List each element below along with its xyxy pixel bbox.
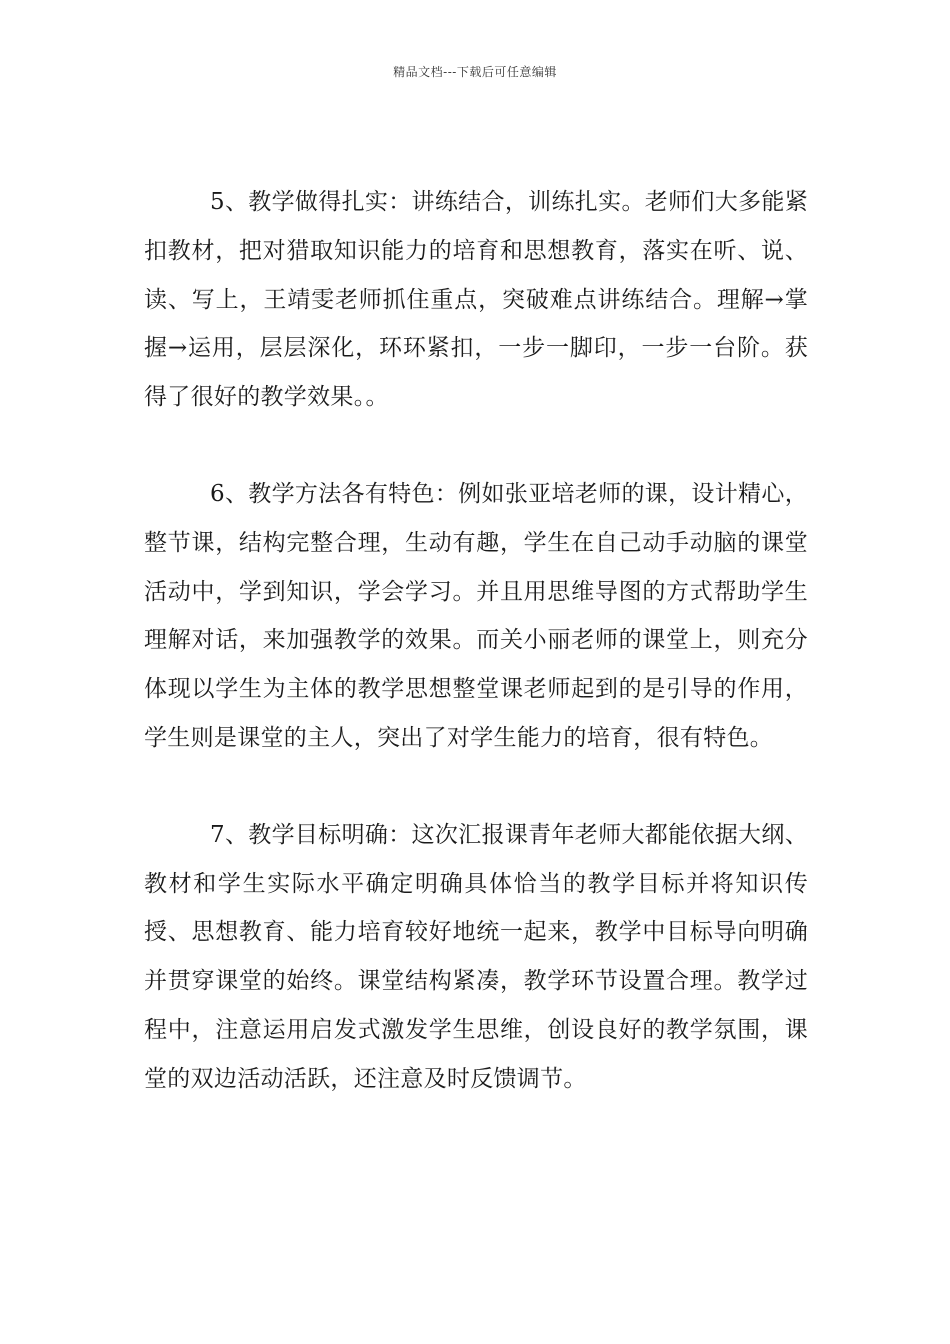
- paragraph-5: 5、教学做得扎实：讲练结合，训练扎实。老师们大多能紧扣教材，把对猎取知识能力的培育和思想教育，落实在听、说、读、写上，王靖雯老师抓住重点，突破难点讲练结合。理解→掌握→运用，层层深化，环环紧扣，一步一脚印，一步一台阶。获得了很好的教学效果。。: [144, 189, 808, 411]
- document-body: [144, 178, 808, 1104]
- paragraph-7: 7、教学目标明确：这次汇报课青年老师大都能依据大纲、教材和学生实际水平确定明确具体恰当的教学目标并将知识传授、思想教育、能力培育较好地统一起来，教学中目标导向明确并贯穿课堂的始终。课堂结构紧凑，教学环节设置合理。教学过程中，注意运用启发式激发学生思维，创设良好的教学氛围，课堂的双边活动活跃，还注意及时反馈调节。: [144, 821, 808, 1092]
- page-header: 精品文档---下载后可任意编辑: [393, 65, 557, 79]
- paragraph-6: 6、教学方法各有特色：例如张亚培老师的课，设计精心，整节课，结构完整合理，生动有趣，学生在自己动手动脑的课堂活动中，学到知识，学会学习。并且用思维导图的方式帮助学生理解对话，来加强教学的效果。而关小丽老师的课堂上，则充分体现以学生为主体的教学思想整堂课老师起到的是引导的作用，学生则是课堂的主人，突出了对学生能力的培育，很有特色。: [144, 480, 808, 751]
